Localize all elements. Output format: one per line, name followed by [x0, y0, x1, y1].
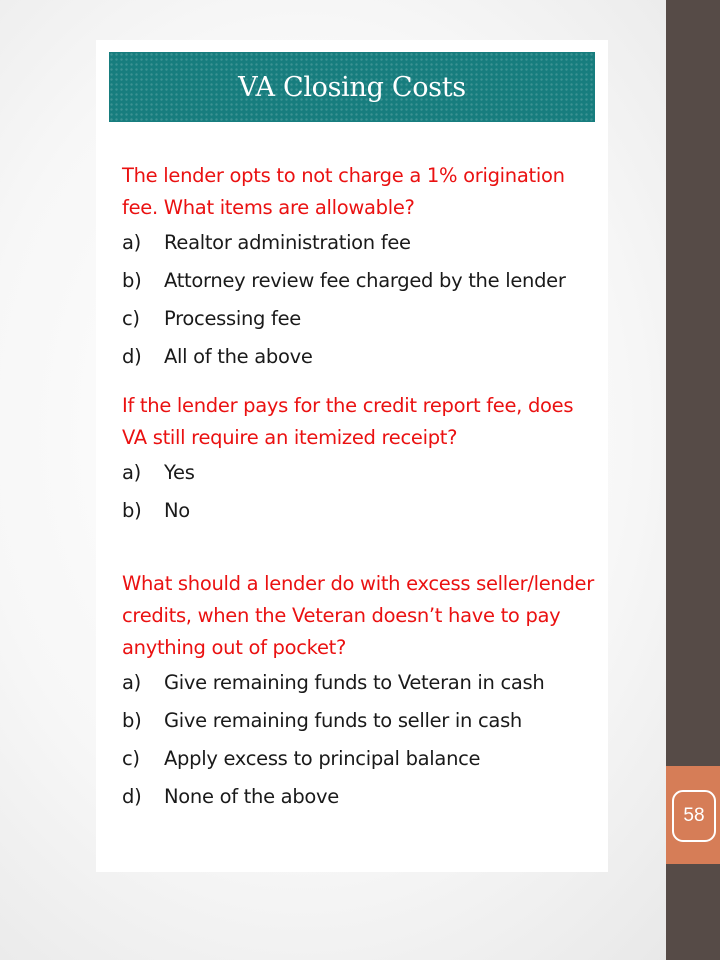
question-block [122, 390, 602, 526]
answer-option [122, 342, 602, 372]
option-text: Give remaining funds to Veteran in cash [164, 671, 545, 694]
question-text: If the lender pays for the credit report fee, does VA still require an itemized receipt? [122, 394, 574, 449]
option-letter: a) [122, 461, 141, 484]
option-letter: d) [122, 785, 142, 808]
answer-options [122, 668, 602, 812]
question-text: What should a lender do with excess seller/lender credits, when the Veteran doesn’t have to pay anything out of pocket? [122, 572, 594, 659]
answer-option [122, 458, 602, 488]
answer-options [122, 228, 602, 372]
title-banner [109, 52, 595, 122]
slide-title: VA Closing Costs [238, 71, 466, 103]
question-block [122, 568, 602, 812]
answer-option [122, 668, 602, 698]
answer-option [122, 706, 602, 736]
answer-option [122, 496, 602, 526]
question-list [122, 160, 602, 820]
option-text: Processing fee [164, 307, 301, 330]
answer-option [122, 782, 602, 812]
option-text: None of the above [164, 785, 339, 808]
option-text: Apply excess to principal balance [164, 747, 481, 770]
option-letter: d) [122, 345, 142, 368]
option-letter: a) [122, 671, 141, 694]
option-text: Give remaining funds to seller in cash [164, 709, 522, 732]
option-text: Realtor administration fee [164, 231, 411, 254]
option-letter: b) [122, 499, 142, 522]
option-text: All of the above [164, 345, 313, 368]
option-text: No [164, 499, 190, 522]
option-letter: b) [122, 709, 142, 732]
answer-option [122, 304, 602, 334]
option-text: Yes [164, 461, 195, 484]
slide-content [96, 40, 608, 872]
answer-option [122, 266, 602, 296]
question-text: The lender opts to not charge a 1% origination fee. What items are allowable? [122, 164, 565, 219]
page-number: 58 [672, 790, 716, 842]
option-letter: c) [122, 747, 140, 770]
answer-option [122, 744, 602, 774]
answer-option [122, 228, 602, 258]
option-letter: c) [122, 307, 140, 330]
option-letter: b) [122, 269, 142, 292]
question-block [122, 160, 602, 372]
option-letter: a) [122, 231, 141, 254]
answer-options [122, 458, 602, 526]
option-text: Attorney review fee charged by the lender [164, 269, 566, 292]
